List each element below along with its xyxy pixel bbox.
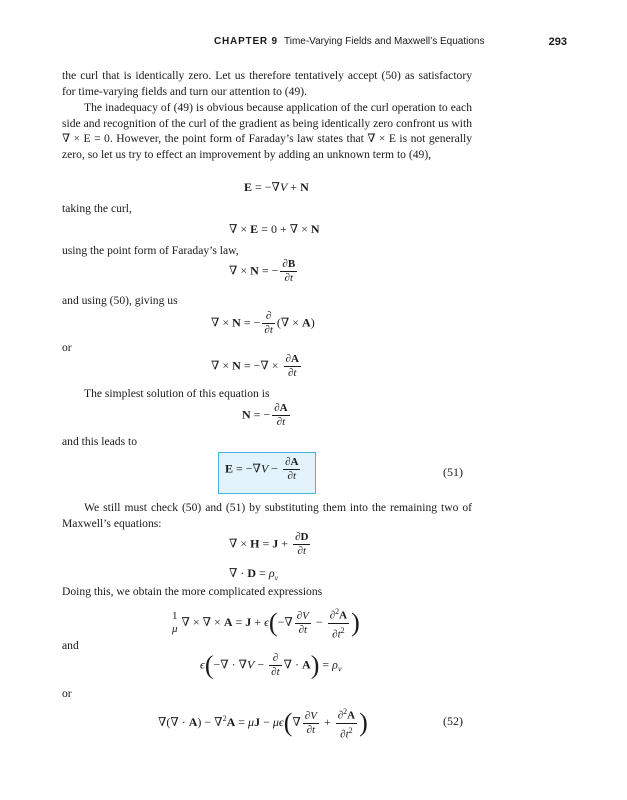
equation-curl-n-da: ∇ × N = −∇ × $\frac{\partial A}{\partial t}$ bbox=[211, 353, 299, 379]
equation-e-definition: E = −∇V + N bbox=[244, 180, 309, 194]
chapter-title: Time-Varying Fields and Maxwell’s Equations bbox=[284, 36, 485, 47]
equation-curl-n-faraday: ∇ × N = − $\frac{\partial B}{\partial t}$ bbox=[229, 258, 296, 284]
equation-curl-e: ∇ × E = 0 + ∇ × N bbox=[229, 222, 320, 236]
equation-curl-n-a: ∇ × N = − $\frac{\partial}{\partial t}$ (∇ × A) bbox=[211, 310, 315, 336]
paragraph-1: the curl that is identically zero. Let us therefore tentatively accept (50) as satisfactory for time-varying fields and turn our attention to (49). bbox=[62, 69, 472, 98]
text-simplest-solution: The simplest solution of this equation is bbox=[84, 387, 270, 400]
paragraph-2: The inadequacy of (49) is obvious because application of the curl operation to each side and recognition of the curl of the gradient as being identically zero confront us with ∇ × E = 0. However, the point form of Faraday’s law states that ∇ × E is not generally zero, so let us try to effect an improvement by adding an unknown term to (49), bbox=[62, 101, 472, 161]
chapter-label: CHAPTER 9 bbox=[214, 36, 278, 47]
equation-51: E = −∇V − $\frac{\partial A}{\partial t}$ bbox=[225, 456, 299, 482]
text-faraday: using the point form of Faraday’s law, bbox=[62, 244, 239, 257]
text-using-50: and using (50), giving us bbox=[62, 294, 178, 307]
text-or-1: or bbox=[62, 341, 72, 354]
equation-expanded-gauss: ϵ(−∇ · ∇V − $\frac{\partial}{\partial t}$ ∇ · $A) = \rho_v$ bbox=[200, 650, 342, 680]
text-or-2: or bbox=[62, 687, 72, 700]
equation-ampere: ∇ × H = J + $\frac{\partial D}{\partial t}$ bbox=[229, 531, 309, 557]
text-leads-to: and this leads to bbox=[62, 435, 138, 448]
equation-52: ∇(∇ · A) − ∇$^2$A = μJ − μϵ(∇ $\frac{\partial V}{\partial t}$ + $\frac{\partial^2A}{\partial t^2}$ ) bbox=[158, 707, 368, 741]
text-more-complicated: Doing this, we obtain the more complicated expressions bbox=[62, 585, 323, 598]
equation-n-solution: N = − $\frac{\partial A}{\partial t}$ bbox=[242, 402, 288, 428]
equation-51-number: (51) bbox=[443, 465, 463, 479]
equation-expanded-ampere: 1 μ ∇ × ∇ × A = J + ϵ(−∇ $\frac{\partial V}{\partial t}$ − $\frac{\partial^2A}{\partial t^2}$ ) bbox=[172, 607, 360, 641]
text-and: and bbox=[62, 639, 79, 652]
text-taking-curl: taking the curl, bbox=[62, 202, 132, 215]
page-number: 293 bbox=[548, 36, 567, 48]
equation-52-number: (52) bbox=[443, 714, 463, 728]
paragraph-3: We still must check (50) and (51) by substituting them into the remaining two of Maxwell’s equations: bbox=[62, 501, 472, 530]
equation-gauss: ∇ · $D = \rho_v$ bbox=[229, 566, 279, 583]
